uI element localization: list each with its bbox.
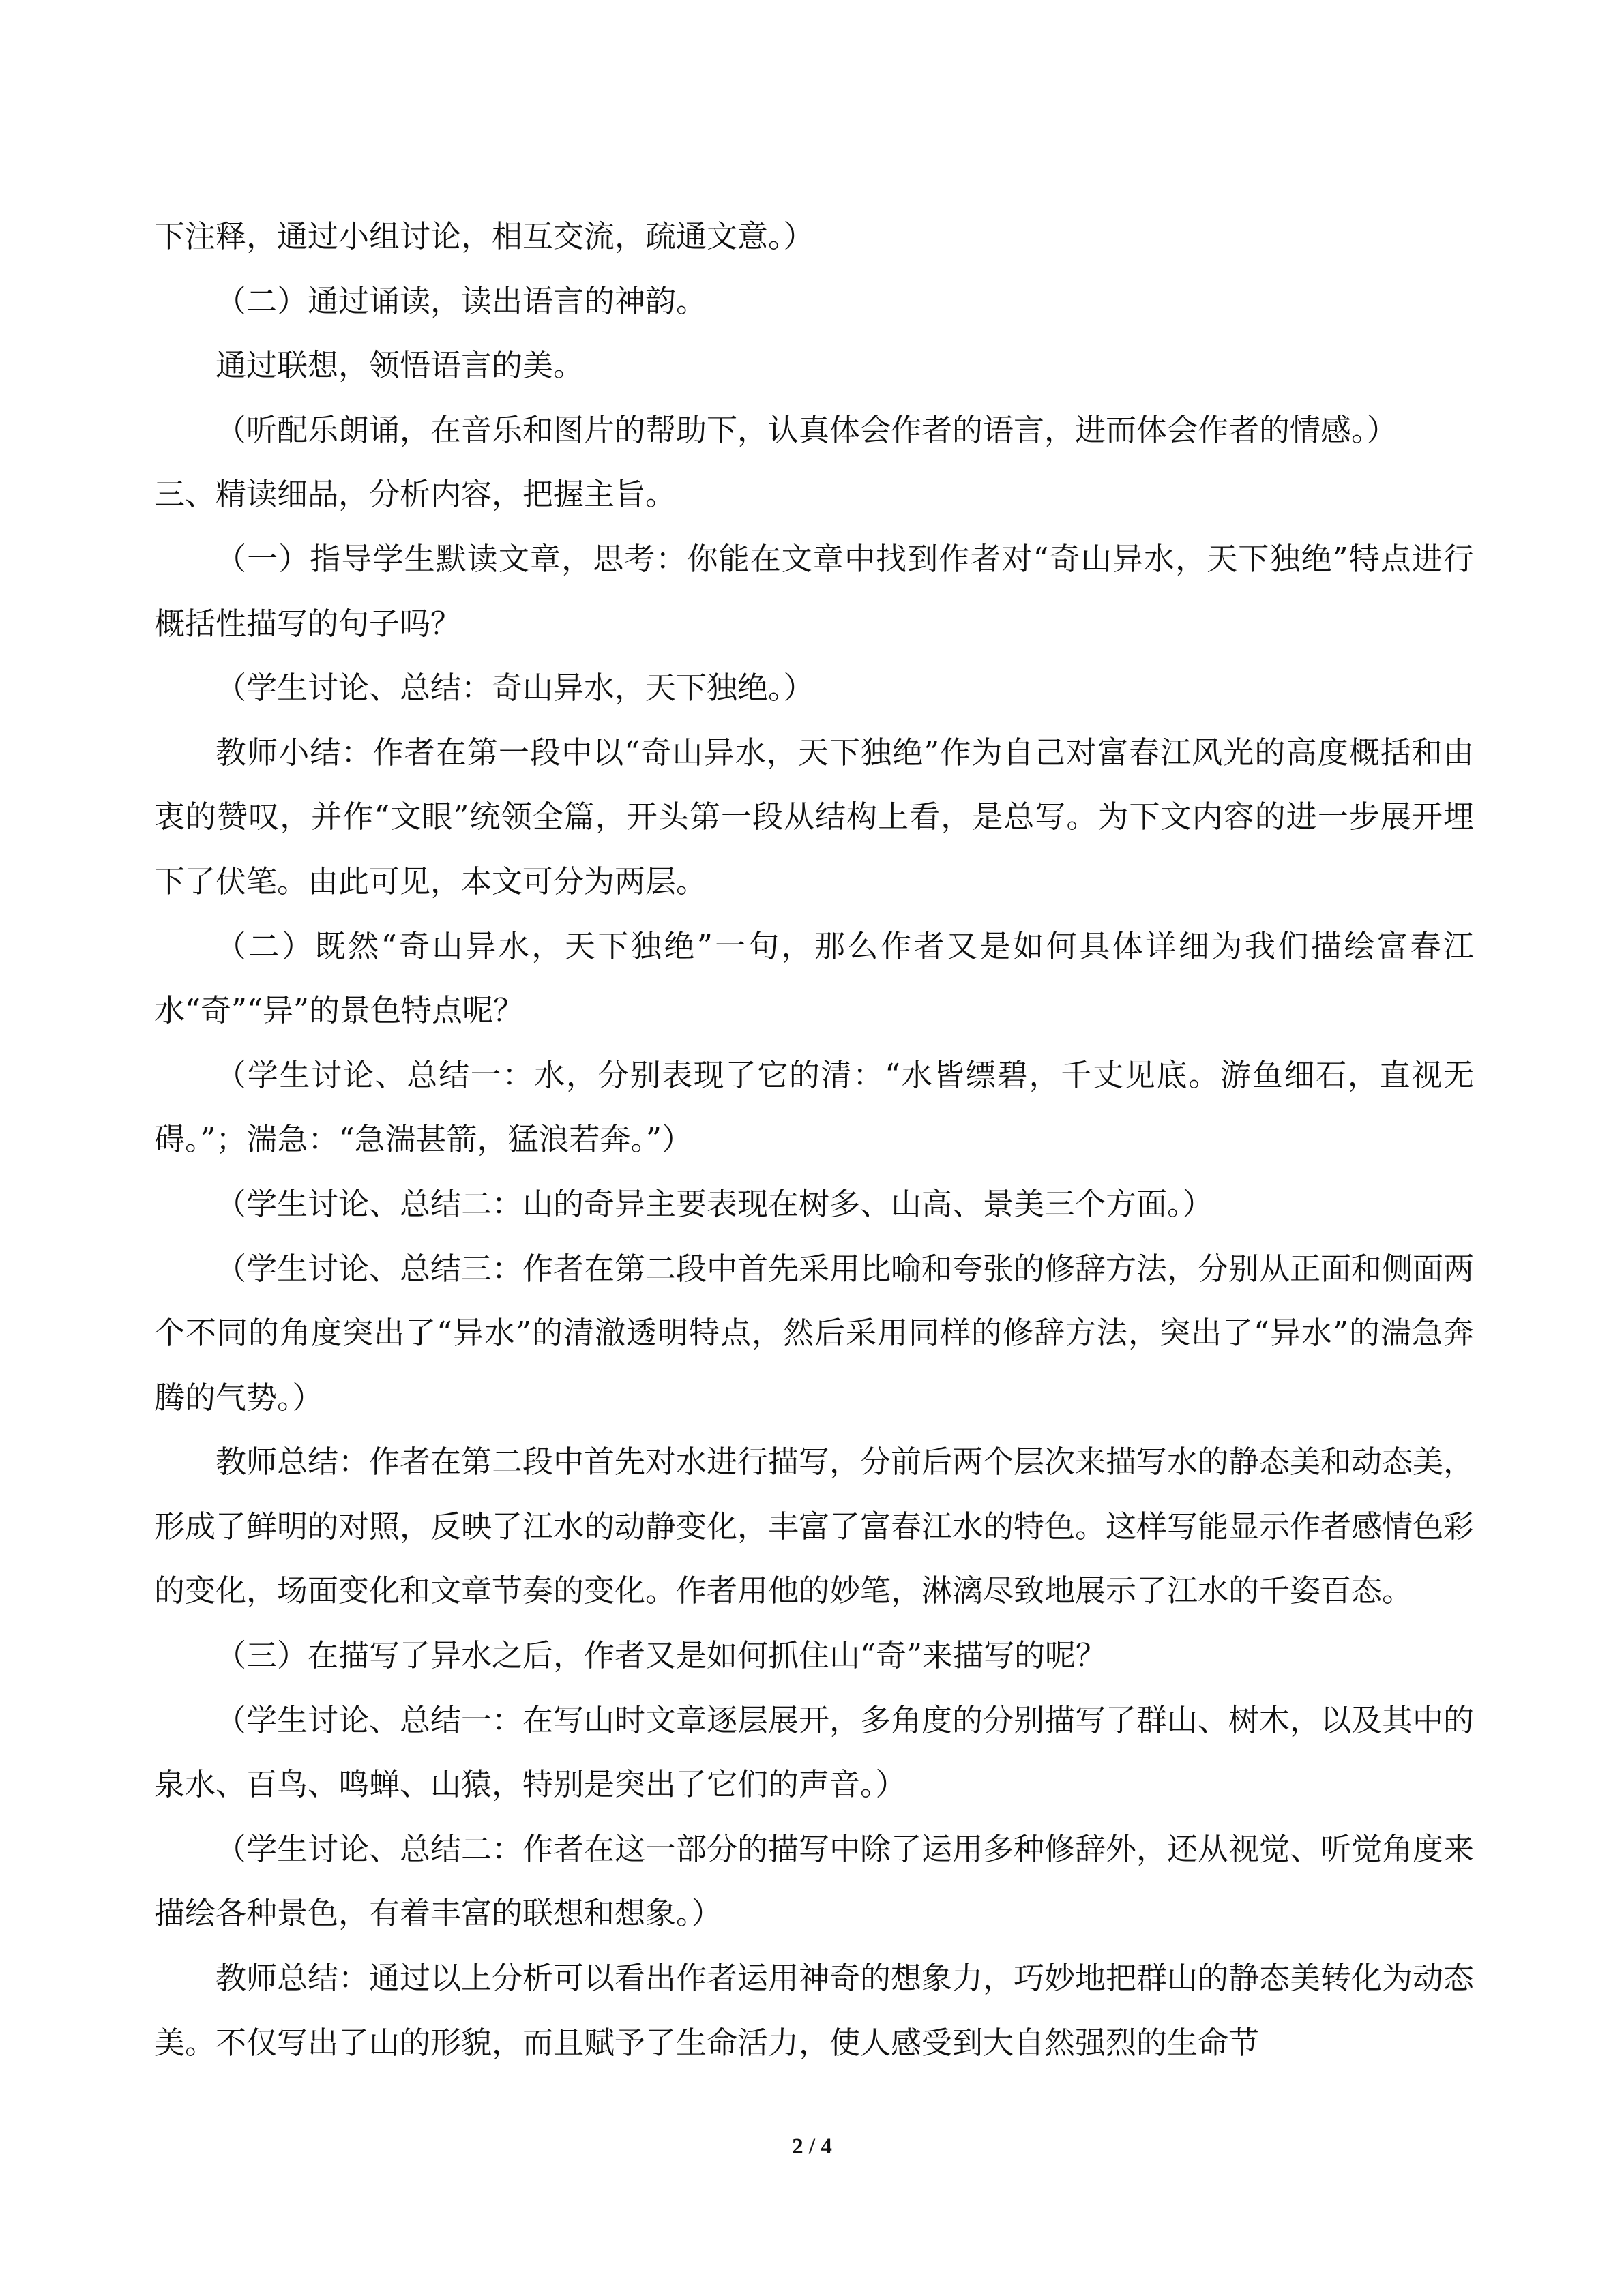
paragraph: （学生讨论、总结：奇山异水，天下独绝。） [216, 670, 814, 706]
paragraph: （学生讨论、总结一：在写山时文章逐层展开，多角度的分别描写了群山、树木，以及其中的泉水、百鸟、鸣蝉、山猿，特别是突出了它们的声音。） [154, 1701, 1475, 1803]
paragraph: （二）通过诵读，读出语言的神韵。 [216, 282, 707, 319]
paragraph: 下注释，通过小组讨论，相互交流，疏通文意。） [154, 218, 814, 254]
paragraph: （一）指导学生默读文章，思考：你能在文章中找到作者对“奇山异水，天下独绝”特点进行概括性描写的句子吗？ [154, 540, 1474, 642]
paragraph: 通过联想，领悟语言的美。 [216, 347, 585, 384]
page-number: 2 / 4 [792, 2134, 832, 2159]
paragraph: 教师小结：作者在第一段中以“奇山异水，天下独绝”作为自己对富春江风光的高度概括和由衷的赞叹，并作“文眼”统领全篇，开头第一段从结构上看，是总写。为下文内容的进一步展开埋下了伏笔。由此可见，本文可分为两层。 [154, 734, 1474, 899]
paragraph: 教师总结：通过以上分析可以看出作者运用神奇的想象力，巧妙地把群山的静态美转化为动态美。不仅写出了山的形貌，而且赋予了生命活力，使人感受到大自然强烈的生命节 [154, 1960, 1475, 2061]
section-heading: 三、精读细品，分析内容，把握主旨。 [154, 476, 677, 513]
paragraph: （二）既然“奇山异水，天下独绝”一句，那么作者又是如何具体详细为我们描绘富春江水“奇”“异”的景色特点呢？ [154, 927, 1474, 1029]
paragraph: （学生讨论、总结三：作者在第二段中首先采用比喻和夸张的修辞方法，分别从正面和侧面两个不同的角度突出了“异水”的清澈透明特点，然后采用同样的修辞方法，突出了“异水”的湍急奔腾的气势。） [154, 1250, 1475, 1416]
paragraph: 教师总结：作者在第二段中首先对水进行描写，分前后两个层次来描写水的静态美和动态美，形成了鲜明的对照，反映了江水的动静变化，丰富了富春江水的特色。这样写能显示作者感情色彩的变化，场面变化和文章节奏的变化。作者用他的妙笔，淋漓尽致地展示了江水的千姿百态。 [154, 1444, 1475, 1609]
paragraph: （学生讨论、总结一：水，分别表现了它的清：“水皆缥碧，千丈见底。游鱼细石，直视无碍。”；湍急：“急湍甚箭，猛浪若奔。”） [154, 1056, 1474, 1158]
document-body [154, 205, 1474, 2075]
paragraph: （学生讨论、总结二：山的奇异主要表现在树多、山高、景美三个方面。） [216, 1185, 1213, 1222]
paragraph: （学生讨论、总结二：作者在这一部分的描写中除了运用多种修辞外，还从视觉、听觉角度来描绘各种景色，有着丰富的联想和想象。） [154, 1830, 1475, 1932]
paragraph: （三）在描写了异水之后，作者又是如何抓住山“奇”来描写的呢？ [216, 1637, 1107, 1674]
paragraph: （听配乐朗诵，在音乐和图片的帮助下，认真体会作者的语言，进而体会作者的情感。） [216, 411, 1398, 448]
